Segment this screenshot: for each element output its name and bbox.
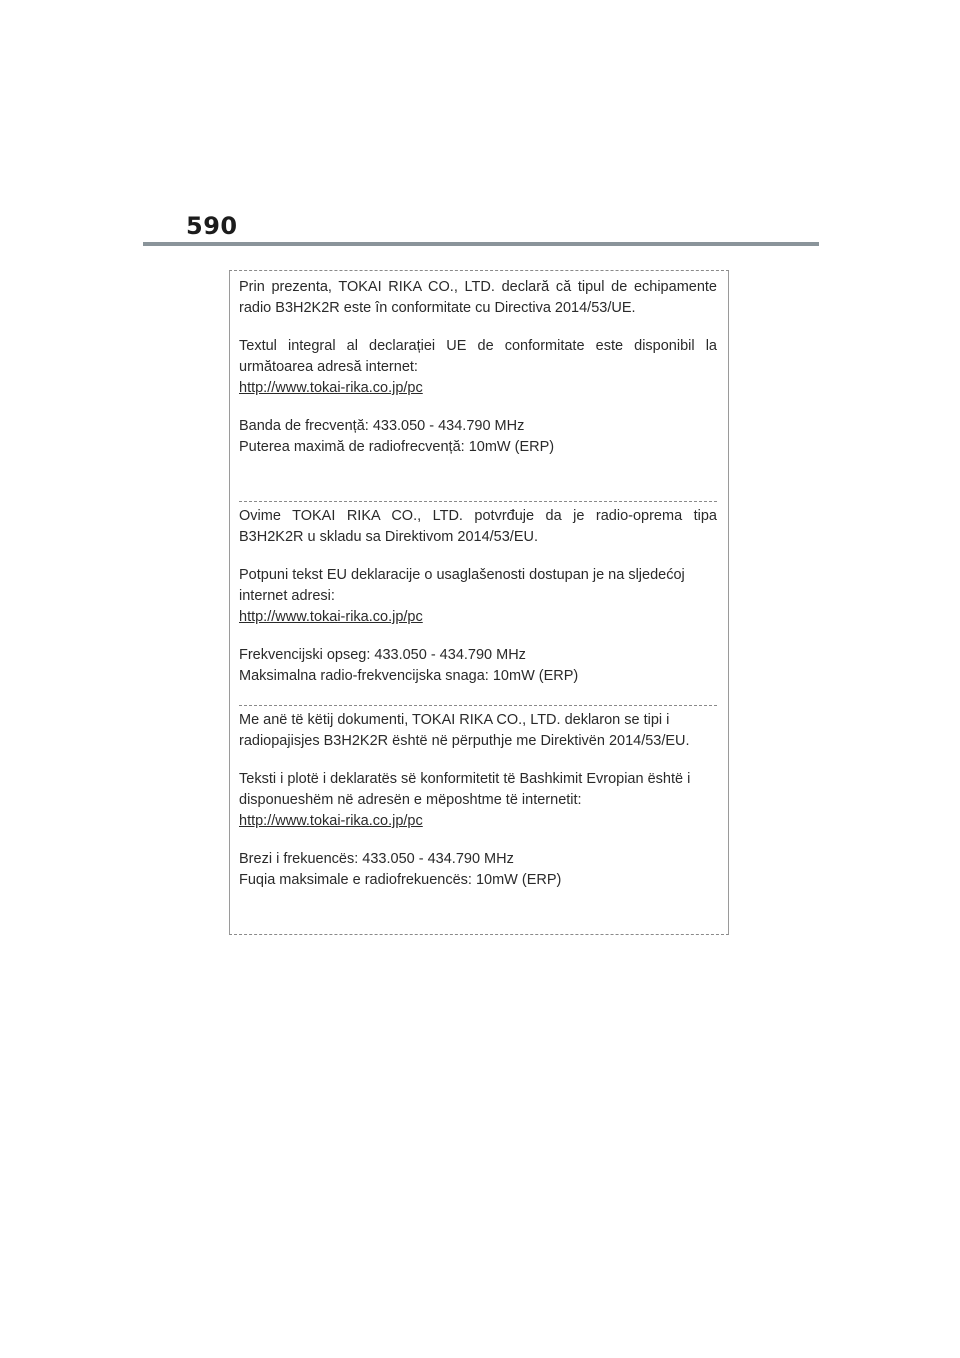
frequency-band: Frekvencijski opseg: 433.050 - 434.790 MHz xyxy=(239,647,526,663)
fulltext-availability: Textul integral al declarației UE de conformitate este disponibil la următoarea adresă internet: xyxy=(239,338,717,375)
fulltext-availability: Potpuni tekst EU deklaracije o usaglašenosti dostupan je na sljedećoj internet adresi: xyxy=(239,567,685,604)
declaration-link[interactable]: http://www.tokai-rika.co.jp/pc xyxy=(239,813,423,829)
declaration-text: Prin prezenta, TOKAI RIKA CO., LTD. declară că tipul de echipamente radio B3H2K2R este în conformitate cu Directiva 2014/53/UE. xyxy=(239,279,717,316)
header-divider xyxy=(143,242,819,246)
section-bosnian xyxy=(239,501,717,687)
max-power: Fuqia maksimale e radiofrekuencës: 10mW (ERP) xyxy=(239,872,562,888)
section-albanian xyxy=(239,705,717,891)
section-romanian xyxy=(239,277,717,458)
frequency-band: Brezi i frekuencës: 433.050 - 434.790 MHz xyxy=(239,851,514,867)
declaration-link[interactable]: http://www.tokai-rika.co.jp/pc xyxy=(239,380,423,396)
conformity-notice-box xyxy=(229,270,729,935)
max-power: Maksimalna radio-frekvencijska snaga: 10mW (ERP) xyxy=(239,668,579,684)
frequency-band: Banda de frecvență: 433.050 - 434.790 MHz xyxy=(239,418,525,434)
declaration-text: Ovime TOKAI RIKA CO., LTD. potvrđuje da je radio-oprema tipa B3H2K2R u skladu sa Direktivom 2014/53/EU. xyxy=(239,508,717,545)
max-power: Puterea maximă de radiofrecvență: 10mW (ERP) xyxy=(239,439,555,455)
page-number: 590 xyxy=(186,212,238,240)
declaration-link[interactable]: http://www.tokai-rika.co.jp/pc xyxy=(239,609,423,625)
declaration-text: Me anë të këtij dokumenti, TOKAI RIKA CO., LTD. deklaron se tipi i radiopajisjes B3H2K2R është në përputhje me Direktivën 2014/53/EU. xyxy=(239,712,690,749)
fulltext-availability: Teksti i plotë i deklaratës së konformitetit të Bashkimit Evropian është i disponueshëm në adresën e mëposhtme të internetit: xyxy=(239,771,691,808)
